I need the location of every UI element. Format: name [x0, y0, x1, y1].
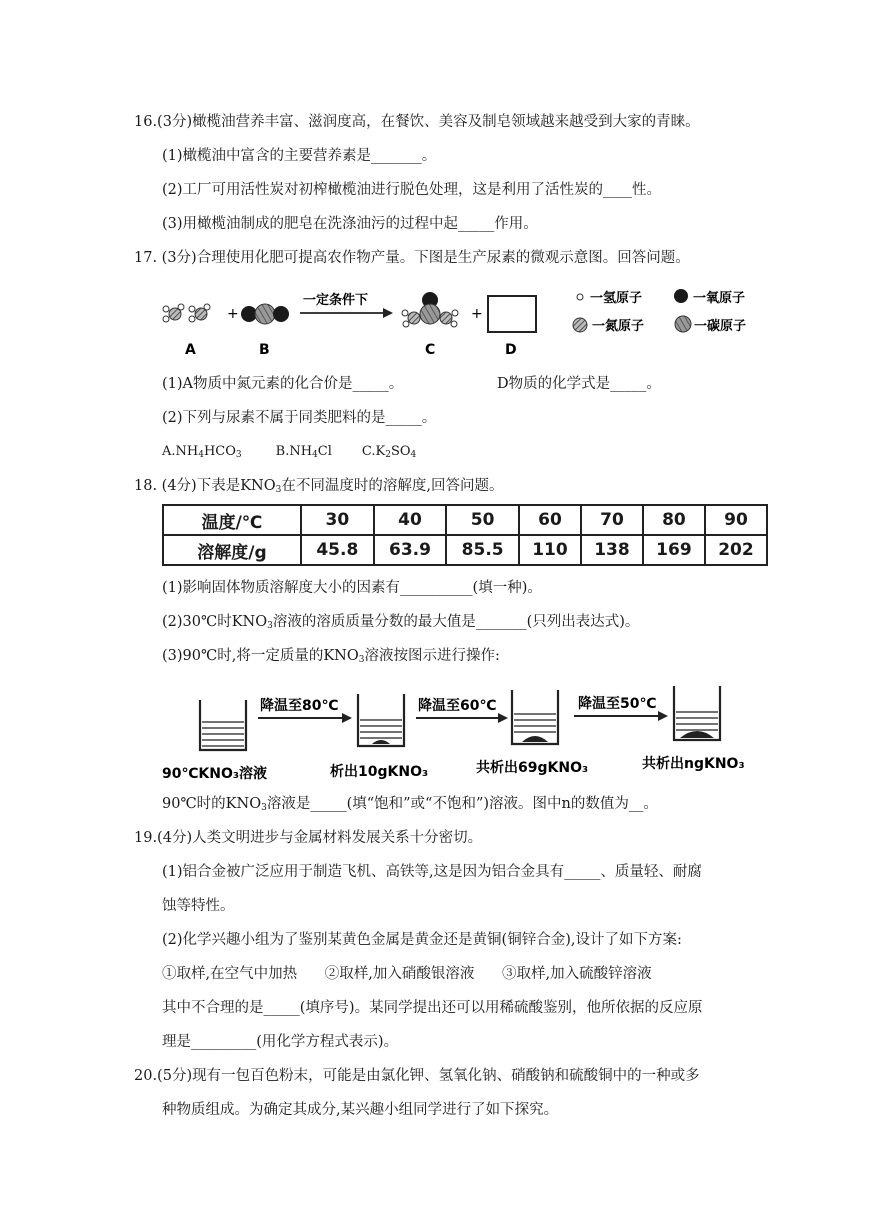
- svg-text:一氧原子: 一氧原子: [693, 291, 746, 306]
- label-a: A: [185, 342, 196, 358]
- molecule-d-box: [488, 296, 536, 332]
- svg-text:一氢原子: 一氢原子: [590, 291, 643, 306]
- q16-part1: (1)橄榄油中富含的主要营养素是_______。: [162, 148, 437, 164]
- table-row: 温度/℃ 30 40 50 60 70 80 90: [163, 505, 767, 535]
- q18-part3: (3)90℃时,将一定质量的$KNO_3$溶液按图示进行操作:: [162, 648, 500, 665]
- caption-3: 共析出69gKNO₃: [476, 760, 589, 776]
- q20-stem-b: 种物质组成。为确定其成分,某兴趣小组同学进行了如下探究。: [162, 1102, 559, 1118]
- q19-part3b: 理是_________(用化学方程式表示)。: [162, 1034, 399, 1050]
- plus-sign-2: +: [471, 306, 483, 322]
- q17-options: $A.NH_4HCO_3$ $B.NH_4Cl$ $C.K_2SO_4$: [162, 444, 417, 460]
- beaker-3: [512, 690, 558, 744]
- beaker-1: [200, 700, 246, 750]
- urea-reaction-diagram: [155, 280, 785, 364]
- q20-stem-a: 20.(5分)现有一包百色粉末，可能是由氯化钾、氢氧化钠、硝酸钠和硫酸铜中的一种或多: [134, 1068, 700, 1084]
- q18-part2: (2)30℃时$KNO_3$溶液的溶质质量分数的最大值是_______(只列出表达式)。: [162, 614, 640, 631]
- q19-options: ①取样,在空气中加热 ②取样,加入硝酸银溶液 ③取样,加入硫酸锌溶液: [162, 966, 652, 982]
- caption-1: 90℃KNO₃溶液: [162, 766, 268, 782]
- q19-part1b: 蚀等特性。: [162, 898, 235, 914]
- svg-text:一氮原子: 一氮原子: [592, 319, 645, 334]
- table-row: 溶解度/g 45.8 63.9 85.5 110 138 169 202: [163, 535, 767, 565]
- arrow-label-3: 降温至50℃: [578, 696, 657, 712]
- caption-2: 析出10gKNO₃: [330, 764, 429, 780]
- q17-part1b: D物质的化学式是_____。: [497, 376, 661, 392]
- q17-stem: 17. (3分)合理使用化肥可提高农作物产量。下图是生产尿素的微观示意图。回答问题。: [134, 250, 690, 266]
- cooling-diagram: [160, 680, 780, 782]
- label-b: B: [259, 342, 270, 358]
- q18-part4: 90℃时的$KNO_3$溶液是_____(填“饱和”或“不饱和”)溶液。图中n的数值为__。: [162, 796, 658, 813]
- q16-stem: 16.(3分)橄榄油营养丰富、滋润度高，在餐饮、美容及制皂领域越来越受到大家的青睐。: [134, 114, 700, 130]
- svg-text:一碳原子: 一碳原子: [694, 319, 747, 334]
- q16-part2: (2)工厂可用活性炭对初榨橄榄油进行脱色处理，这是利用了活性炭的____性。: [162, 182, 662, 198]
- q19-part1a: (1)铝合金被广泛应用于制造飞机、高铁等,这是因为铝合金具有_____、质量轻、耐腐: [162, 864, 702, 880]
- molecule-b: [241, 304, 289, 324]
- label-d: D: [505, 342, 517, 358]
- q17-part1a: (1)A物质中氮元素的化合价是_____。: [162, 376, 404, 392]
- plus-sign: +: [227, 306, 239, 322]
- beaker-2: [358, 694, 404, 746]
- beaker-4: [674, 686, 720, 740]
- arrow-label-2: 降温至60℃: [418, 698, 497, 714]
- arrow-label-1: 降温至80℃: [260, 698, 339, 714]
- molecule-a: [163, 304, 210, 322]
- q19-part2: (2)化学兴趣小组为了鉴别某黄色金属是黄金还是黄铜(铜锌合金),设计了如下方案:: [162, 932, 682, 948]
- q16-part3: (3)用橄榄油制成的肥皂在洗涤油污的过程中起_____作用。: [162, 216, 538, 232]
- reaction-condition: 一定条件下: [303, 293, 369, 308]
- q19-stem: 19.(4分)人类文明进步与金属材料发展关系十分密切。: [134, 830, 483, 846]
- q18-part1: (1)影响固体物质溶解度大小的因素有__________(填一种)。: [162, 580, 542, 596]
- q19-part3a: 其中不合理的是_____(填序号)。某同学提出还可以用稀硫酸鉴别，他所依据的反应原: [162, 1000, 703, 1016]
- solubility-table: [162, 504, 768, 566]
- label-c: C: [425, 342, 436, 358]
- molecule-c: [402, 292, 458, 327]
- q18-stem: 18. (4分)下表是$KNO_3$在不同温度时的溶解度,回答问题。: [134, 478, 504, 495]
- q17-part2: (2)下列与尿素不属于同类肥料的是_____。: [162, 410, 437, 426]
- caption-4: 共析出ngKNO₃: [642, 756, 745, 772]
- atom-legend: [573, 289, 746, 334]
- solubility-table-wrapper: [162, 504, 768, 566]
